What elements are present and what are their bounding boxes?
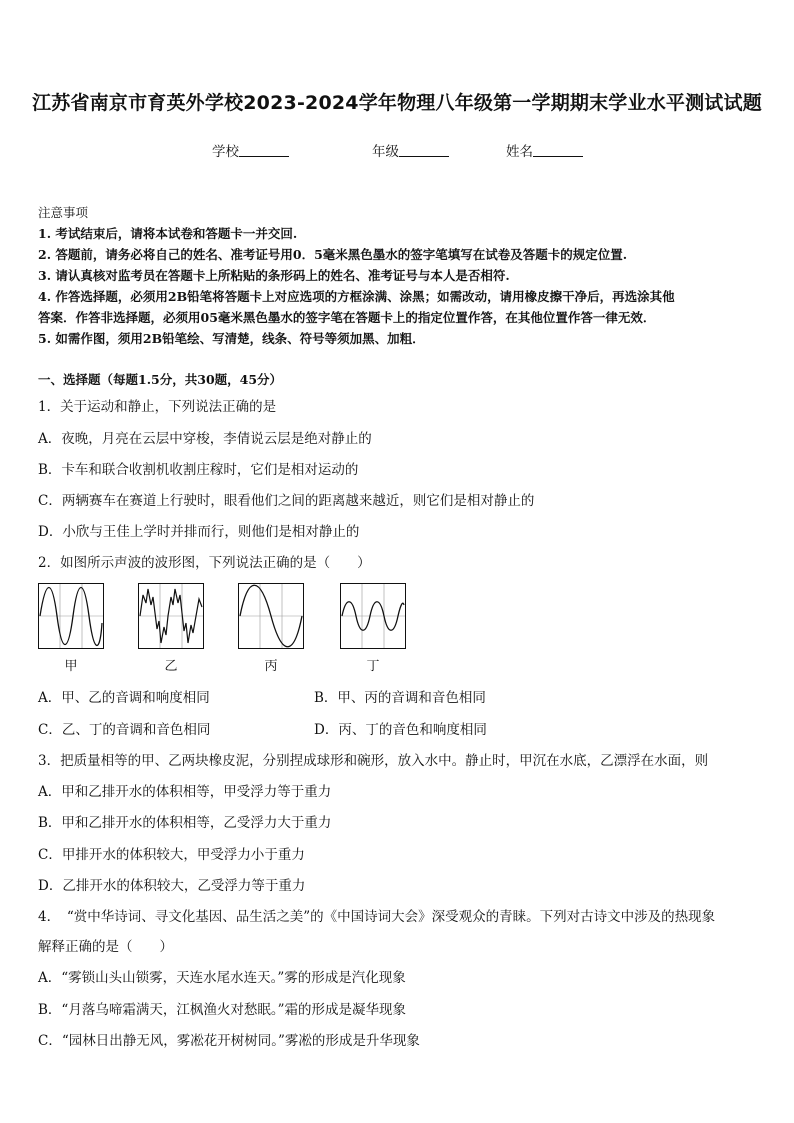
name-label: 姓名 [506, 144, 533, 160]
question-4-stem-line-2: 解释正确的是（ ） [38, 939, 173, 955]
grade-field [372, 140, 449, 160]
notice-item: 5. 如需作图，须用2B铅笔绘、写清楚，线条、符号等须加黑、加粗． [38, 331, 425, 346]
school-label: 学校 [212, 144, 239, 160]
question-4-option-a: A．“雾锁山头山锁雾，天连水尾水连天。”雾的形成是汽化现象 [38, 970, 406, 986]
grade-blank [399, 144, 449, 157]
question-1-stem: 1．关于运动和静止，下列说法正确的是 [38, 399, 277, 415]
name-field [506, 140, 583, 160]
question-3-option-a: A．甲和乙排开水的体积相等，甲受浮力等于重力 [38, 784, 332, 800]
waveform-yi-figure [138, 583, 204, 649]
figure-label-ding: 丁 [366, 659, 380, 674]
grade-label: 年级 [372, 144, 399, 160]
waveform-jia-figure [38, 583, 104, 649]
question-2-option-b: B．甲、丙的音调和音色相同 [314, 690, 486, 706]
question-3-option-c: C．甲排开水的体积较大，甲受浮力小于重力 [38, 847, 305, 863]
question-3-stem: 3．把质量相等的甲、乙两块橡皮泥，分别捏成球形和碗形，放入水中。静止时，甲沉在水底，乙漂浮在水面，则 [38, 753, 709, 769]
exam-title: 江苏省南京市育英外学校2023-2024学年物理八年级第一学期期末学业水平测试试题 [32, 92, 762, 114]
question-2-option-d: D．丙、丁的音色和响度相同 [314, 722, 487, 738]
question-4-option-c: C．“园林日出静无风，雾凇花开树树同。”雾凇的形成是升华现象 [38, 1033, 420, 1049]
notice-heading: 注意事项 [38, 205, 89, 220]
question-2-stem: 2．如图所示声波的波形图，下列说法正确的是（ ） [38, 555, 371, 571]
question-3-option-d: D．乙排开水的体积较大，乙受浮力等于重力 [38, 878, 306, 894]
school-blank [239, 144, 289, 157]
figure-label-yi: 乙 [164, 659, 178, 674]
figure-label-bing: 丙 [264, 659, 278, 674]
question-2-option-a: A．甲、乙的音调和响度相同 [38, 690, 210, 706]
question-4-option-b: B．“月落乌啼霜满天，江枫渔火对愁眠。”霜的形成是凝华现象 [38, 1002, 406, 1018]
waveform-bing-figure [238, 583, 304, 649]
notice-item: 2. 答题前，请务必将自己的姓名、准考证号用0．5毫米黑色墨水的签字笔填写在试卷及答题卡的规定位置. [38, 247, 628, 262]
notice-item: 3. 请认真核对监考员在答题卡上所粘贴的条形码上的姓名、准考证号与本人是否相符. [38, 268, 510, 283]
school-field [212, 140, 289, 160]
question-1-option-a: A．夜晚，月亮在云层中穿梭，李倩说云层是绝对静止的 [38, 431, 372, 447]
question-1-option-d: D．小欣与王佳上学时并排而行，则他们是相对静止的 [38, 524, 360, 540]
notice-item: 1. 考试结束后，请将本试卷和答题卡一并交回. [38, 226, 298, 241]
waveform-ding-figure [340, 583, 406, 649]
notice-item: 4. 作答选择题，必须用2B铅笔将答题卡上对应选项的方框涂满、涂黑；如需改动，请用橡皮擦干净后，再选涂其他 [38, 289, 675, 304]
question-2-option-c: C．乙、丁的音调和音色相同 [38, 722, 211, 738]
section-heading: 一、选择题（每题1.5分，共30题，45分） [38, 372, 283, 387]
figure-label-jia: 甲 [64, 659, 78, 674]
question-1-option-c: C．两辆赛车在赛道上行驶时，眼看他们之间的距离越来越近，则它们是相对静止的 [38, 493, 535, 509]
question-3-option-b: B．甲和乙排开水的体积相等，乙受浮力大于重力 [38, 815, 332, 831]
question-4-stem-line-1: 4． “赏中华诗词、寻文化基因、品生活之美”的《中国诗词大会》深受观众的青睐。下列对古诗文中涉及的热现象 [38, 909, 716, 925]
name-blank [533, 144, 583, 157]
notice-item: 答案．作答非选择题，必须用05毫米黑色墨水的签字笔在答题卡上的指定位置作答，在其他位置作答一律无效． [38, 310, 656, 325]
question-1-option-b: B．卡车和联合收割机收割庄稼时，它们是相对运动的 [38, 462, 359, 478]
